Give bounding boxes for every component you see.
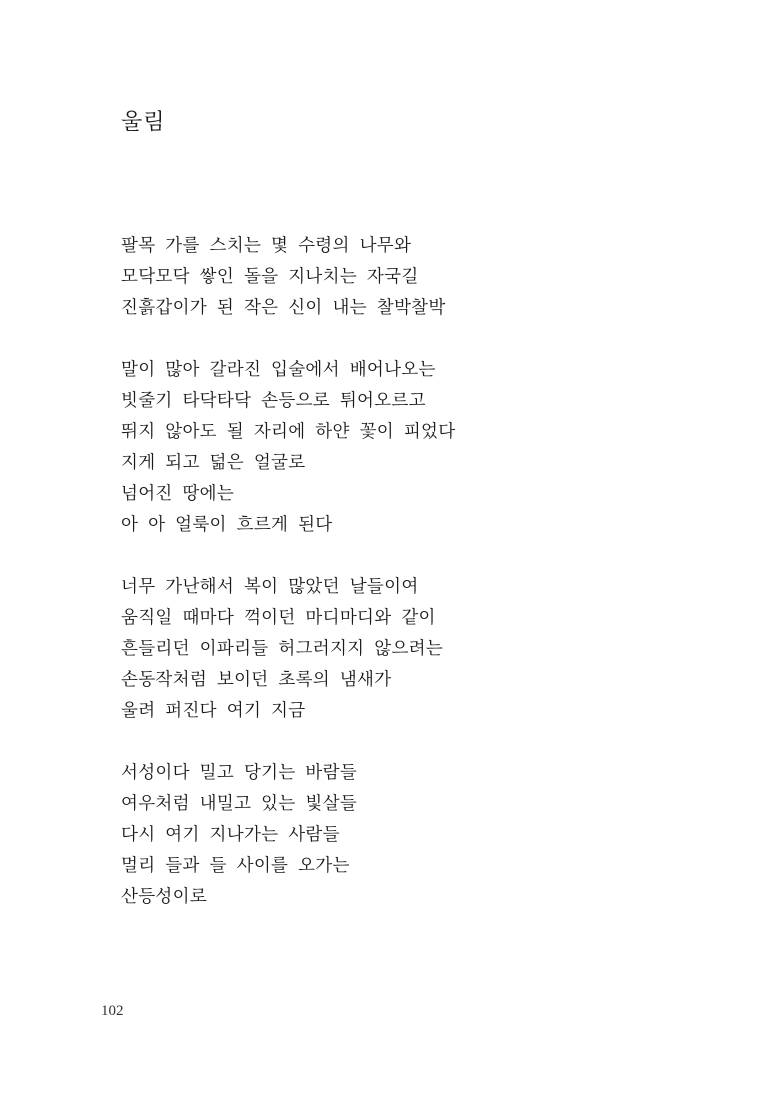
poem-line: 움직일 때마다 꺽이던 마디마디와 같이 — [121, 608, 436, 628]
stanza-1 — [121, 231, 741, 324]
poem-line: 빗줄기 타닥타닥 손등으로 튀어오르고 — [121, 391, 426, 411]
poem-line: 울려 퍼진다 여기 지금 — [121, 701, 306, 721]
poem-line: 뛰지 않아도 될 자리에 하얀 꽃이 피었다 — [121, 422, 456, 442]
poem-line: 너무 가난해서 복이 많았던 날들이여 — [121, 577, 419, 597]
page-number: 102 — [101, 1003, 124, 1019]
poem-line: 진흙갑이가 된 작은 신이 내는 찰박찰박 — [121, 298, 446, 318]
poem-line: 여우처럼 내밀고 있는 빛살들 — [121, 794, 358, 814]
poem-line: 손동작처럼 보이던 초록의 냄새가 — [121, 670, 392, 690]
poem-line: 서성이다 밀고 당기는 바람들 — [121, 763, 358, 783]
poem-line: 팔목 가를 스치는 몇 수령의 나무와 — [121, 236, 412, 256]
poem-line: 산등성이로 — [121, 887, 208, 907]
poem-line: 말이 많아 갈라진 입술에서 배어나오는 — [121, 360, 436, 380]
poem-line: 모닥모닥 쌓인 돌을 지나치는 자국길 — [121, 267, 419, 287]
poem-line: 넘어진 땅에는 — [121, 484, 235, 504]
stanza-4 — [121, 758, 741, 913]
poem-title: 울림 — [121, 110, 166, 135]
poem-line: 멀리 들과 들 사이를 오가는 — [121, 856, 350, 876]
poem-body — [121, 231, 741, 913]
poem-line: 아 아 얼룩이 흐르게 된다 — [121, 515, 333, 535]
stanza-3 — [121, 572, 741, 727]
stanza-2 — [121, 355, 741, 541]
poem-line: 다시 여기 지나가는 사람들 — [121, 825, 340, 845]
poem-line: 지게 되고 덞은 얼굴로 — [121, 453, 306, 473]
poem-line: 흔들리던 이파리들 허그러지지 않으려는 — [121, 639, 444, 659]
